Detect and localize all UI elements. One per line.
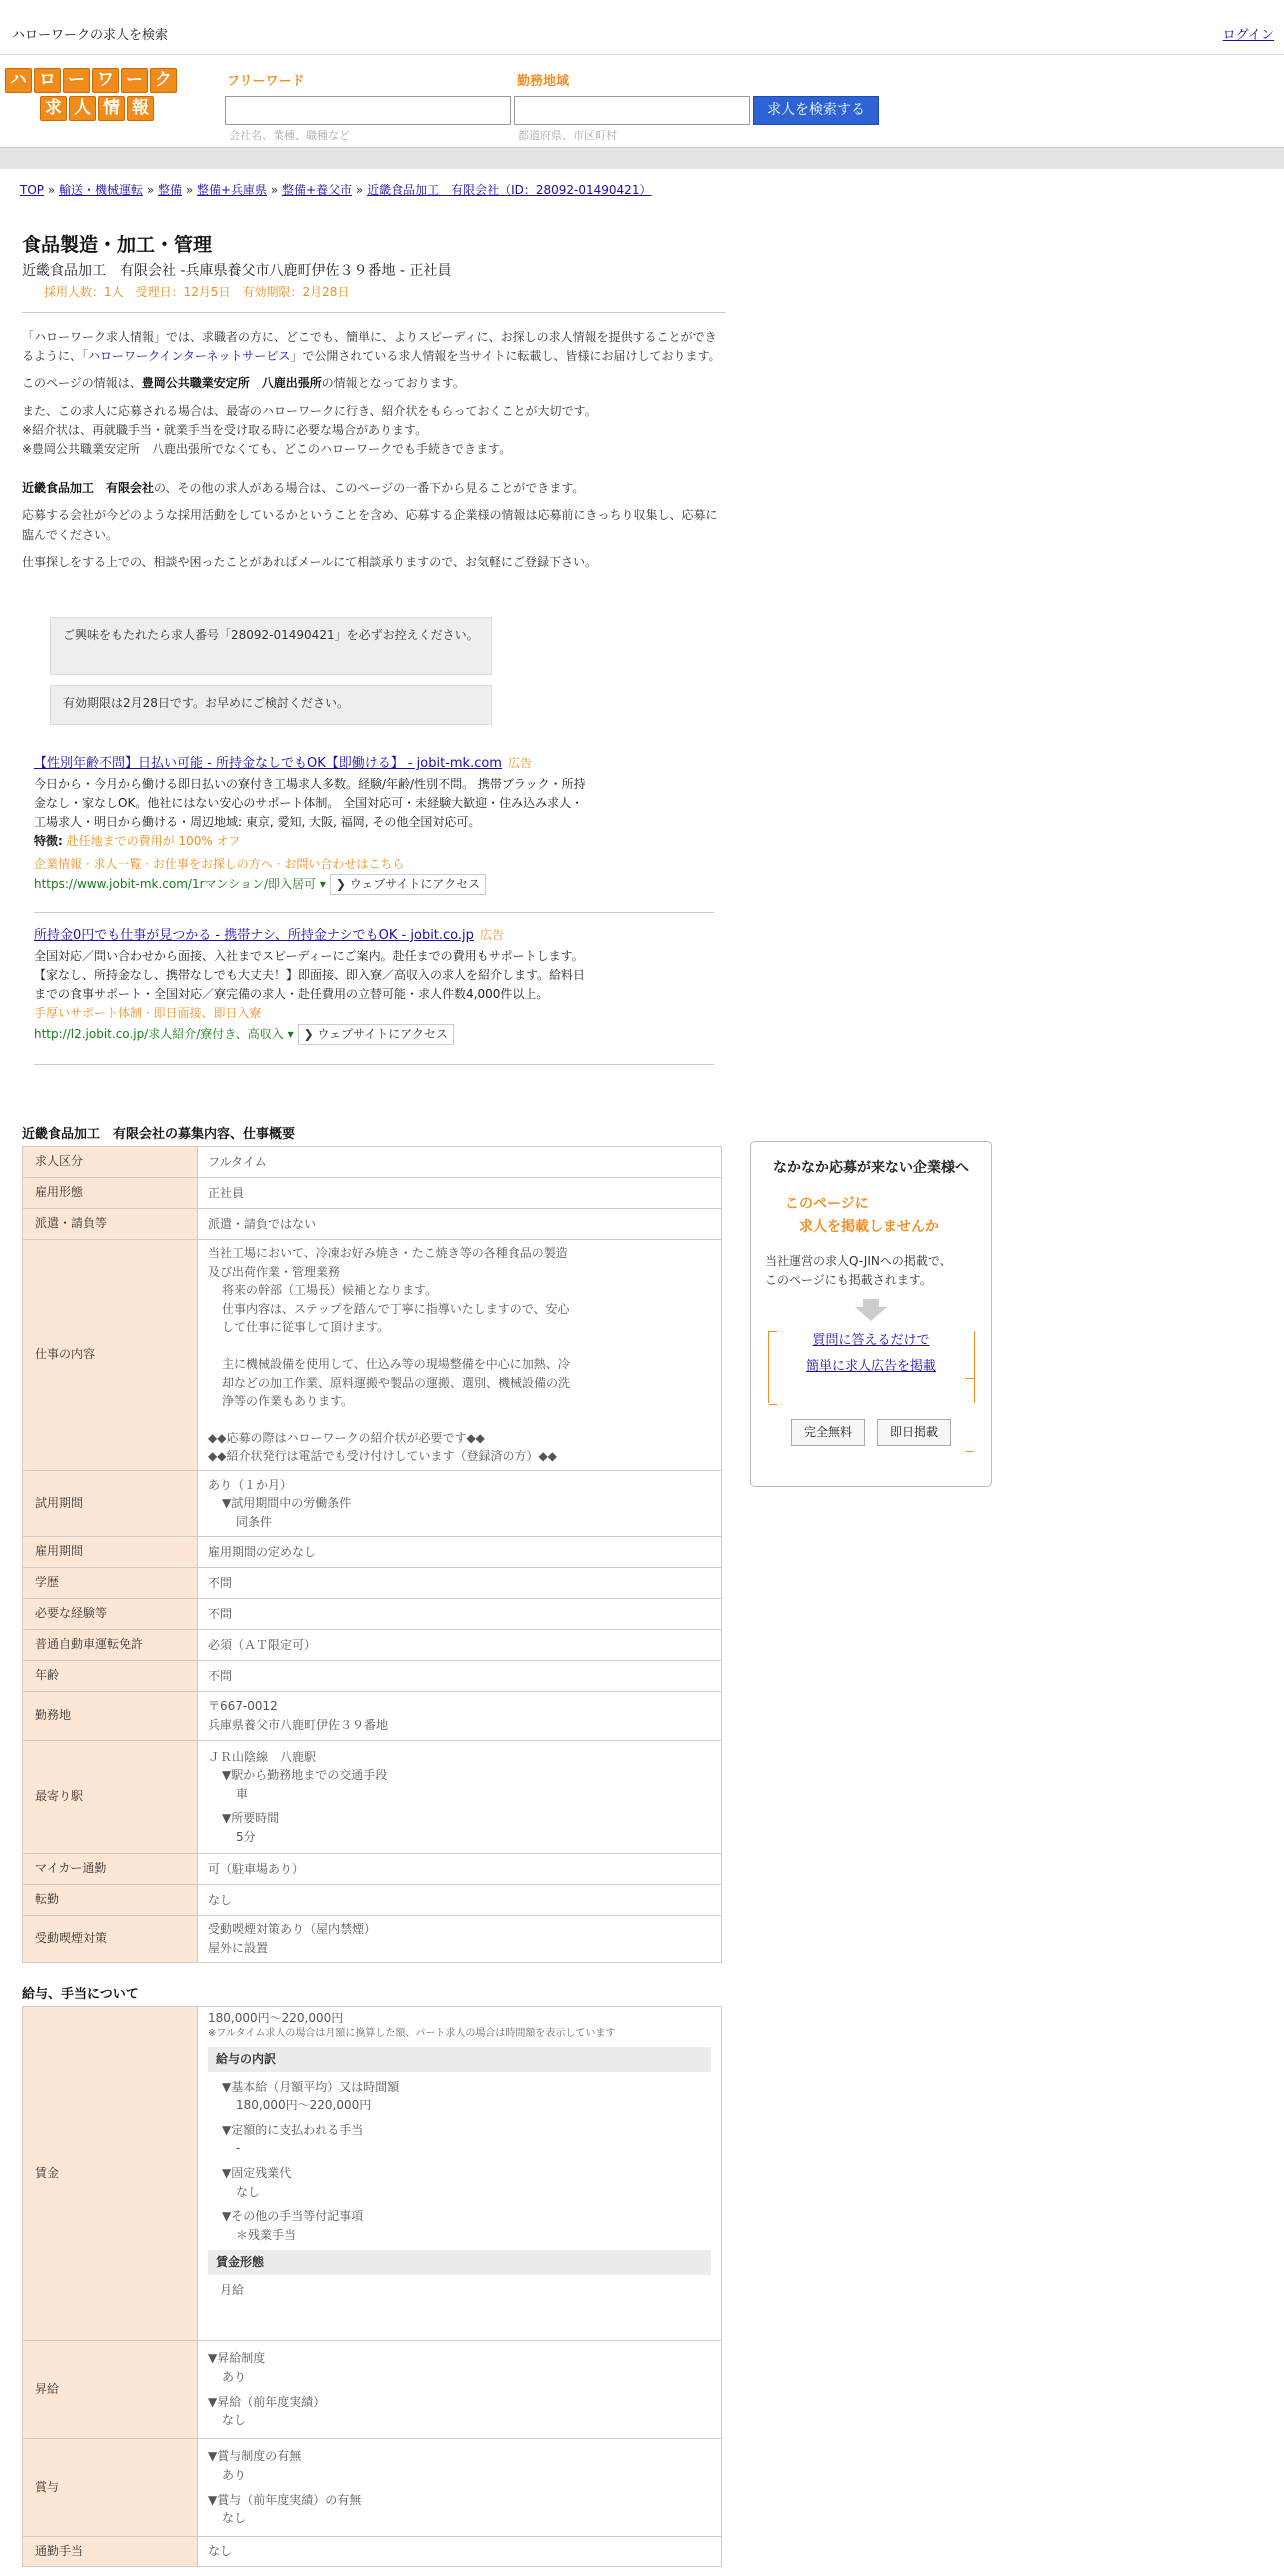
row-key: 年齢 <box>23 1661 198 1692</box>
ad-divider <box>34 912 714 913</box>
wage-form-value: 月給 <box>220 2283 245 2298</box>
logo-char: 人 <box>69 96 96 121</box>
intro-p1 <box>22 328 722 366</box>
freeword-label: フリーワード <box>227 74 305 89</box>
logo-row-2 <box>5 96 181 121</box>
row-key: 雇用形態 <box>23 1178 198 1209</box>
wage-item-value: - <box>236 2141 241 2156</box>
promo-offer-2: 求人を掲載しませんか <box>799 1218 939 1235</box>
intro-p4 <box>22 479 722 498</box>
intro-p1-b: 」で公開されている求人情報を当サイトに転載し、皆様にお届けしております。 <box>290 349 721 364</box>
row-value <box>198 1240 722 1471</box>
row-line: あり <box>222 2369 247 2384</box>
ad-url[interactable]: http://l2.jobit.co.jp/求人紹介/寮付き、高収入 ▾ <box>34 1026 294 1041</box>
ad-feature <box>34 832 714 851</box>
row-line: ＪＲ山陰線 八鹿駅 <box>208 1749 317 1764</box>
area-hint: 都道府県、市区町村 <box>518 129 617 142</box>
row-value: なし <box>198 2537 722 2567</box>
hellowork-internet-link[interactable]: ハローワークインターネットサービス <box>88 349 291 364</box>
wage-breakdown-heading: 給与の内訳 <box>208 2047 711 2072</box>
divider <box>22 312 725 313</box>
ad-tag: 広告 <box>507 756 532 770</box>
same-day-button[interactable]: 即日掲載 <box>877 1419 951 1446</box>
row-key: 賃金 <box>23 2007 198 2341</box>
intro-p3-2: ※紹介状は、再就職手当・就業手当を受け取る時に必要な場合があります。 <box>22 422 428 437</box>
breadcrumb-sep: » <box>352 183 368 197</box>
logo-char: ー <box>63 68 90 93</box>
table-row <box>23 2007 722 2341</box>
intro-p4-b: の、その他の求人がある場合は、このページの一番下から見ることができます。 <box>154 481 585 496</box>
row-value <box>198 2439 722 2537</box>
table-row <box>23 1568 722 1599</box>
logo-char: 情 <box>98 96 125 121</box>
intro-p1-a: 「ハローワーク求人情報」では、求職者の方に、どこでも、簡単に、よりスピーディに、お探しの求人情報を提供することができるように、「 <box>22 330 717 364</box>
row-value: 不問 <box>198 1568 722 1599</box>
breadcrumb-sep: » <box>143 183 158 197</box>
table-row <box>23 2341 722 2439</box>
visit-website-button[interactable]: ❯ ウェブサイトにアクセス <box>330 874 486 895</box>
intro-p2 <box>22 374 722 393</box>
table-row <box>23 1178 722 1209</box>
ad-sitelinks[interactable]: 手厚いサポート体制 · 即日面接、即日入寮 <box>34 1006 262 1021</box>
job-description-line: 仕事内容は、ステップを踏んで丁寧に指導いたしますので、安心 <box>222 1301 570 1316</box>
breadcrumb <box>20 181 651 200</box>
row-line: 車 <box>236 1786 249 1801</box>
logo-row-1 <box>5 68 181 93</box>
hellowork-logo[interactable] <box>5 68 181 124</box>
row-key: 仕事の内容 <box>23 1240 198 1471</box>
ad-body-line: 工場求人・明日から働ける・周辺地域: 東京, 愛知, 大阪, 福岡, その他全国対応可。 <box>34 815 481 830</box>
breadcrumb-company[interactable]: 近畿食品加工 有限会社（ID：28092-01490421） <box>367 183 652 197</box>
job-description-line: ◆◆紹介状発行は電話でも受け付けしています（登録済の方）◆◆ <box>208 1449 557 1464</box>
ad-block-2 <box>34 926 714 1045</box>
logo-char: 求 <box>40 96 67 121</box>
ad-body-line: 今日から・今月から働ける即日払いの寮付き工場求人多数。経験/年齢/性別不問。 携帯ブラック・所持 <box>34 776 586 791</box>
row-value <box>198 1692 722 1741</box>
logo-char: ハ <box>5 68 32 93</box>
breadcrumb-job[interactable]: 整備 <box>158 183 183 197</box>
job-description-line: 及び出荷作業・管理業務 <box>208 1264 341 1279</box>
row-line: あり（１か月） <box>208 1477 293 1492</box>
login-link[interactable]: ログイン <box>1222 28 1274 43</box>
area-input[interactable] <box>514 96 750 125</box>
row-key: 昇給 <box>23 2341 198 2439</box>
deadline-notice: 有効期限は2月28日です。お早めにご検討ください。 <box>50 685 492 725</box>
intro-p3-3: ※豊岡公共職業安定所 八鹿出張所でなくても、どこのハローワークでも手続きできます。 <box>22 441 512 456</box>
ad-body <box>34 775 714 833</box>
logo-char: ロ <box>34 68 61 93</box>
ad-feature-label: 特徴: <box>34 834 63 849</box>
table-row <box>23 1692 722 1741</box>
area-label: 勤務地域 <box>517 74 570 89</box>
row-value <box>198 1916 722 1963</box>
search-button[interactable]: 求人を検索する <box>753 96 879 125</box>
row-value <box>198 2007 722 2341</box>
breadcrumb-sep: » <box>182 183 197 197</box>
row-value: 正社員 <box>198 1178 722 1209</box>
row-value <box>198 1741 722 1854</box>
row-line: ▼駅から勤務地までの交通手段 <box>222 1768 388 1783</box>
row-line: 兵庫県養父市八鹿町伊佐３９番地 <box>208 1718 389 1732</box>
recruit-table <box>22 1146 722 1963</box>
row-key: 受動喫煙対策 <box>23 1916 198 1963</box>
job-description-line: ◆◆応募の際はハローワークの紹介状が必要です◆◆ <box>208 1430 485 1445</box>
row-value: 不問 <box>198 1661 722 1692</box>
job-title: 食品製造・加工・管理 <box>22 234 213 256</box>
table-row <box>23 1537 722 1568</box>
job-description-line: 主に機械設備を使用して、仕込み等の現場整備を中心に加熱、冷 <box>222 1357 570 1371</box>
wage-item-label: ▼その他の手当等付記事項 <box>222 2209 364 2224</box>
wage-item-value: なし <box>236 2184 261 2199</box>
promo-link-questions[interactable]: 質問に答えるだけで <box>812 1332 930 1348</box>
breadcrumb-prefecture[interactable]: 整備+兵庫県 <box>197 183 268 197</box>
down-arrow-icon <box>855 1307 887 1321</box>
table-row <box>23 1661 722 1692</box>
job-number-notice: ご興味をもたれたら求人番号「28092-01490421」を必ずお控えください。 <box>50 617 492 675</box>
intro-p3 <box>22 402 722 460</box>
intro-p6: 仕事探しをする上での、相談や困ったことがあればメールにて相談承りますので、お気軽にご登録下さい。 <box>22 554 598 569</box>
job-summary: 採用人数：1人 受理日：12月5日 有効期限：2月28日 <box>44 284 350 299</box>
row-line: あり <box>222 2467 247 2482</box>
breadcrumb-top[interactable]: TOP <box>20 183 45 197</box>
row-value: 可（駐車場あり） <box>198 1854 722 1885</box>
promo-desc-1: 当社運営の求人Q-JINへの掲載で、 <box>765 1254 952 1269</box>
promo-buttons <box>751 1419 991 1446</box>
table-row <box>23 2537 722 2567</box>
row-value: 派遣・請負ではない <box>198 1209 722 1240</box>
table-row <box>23 1885 722 1916</box>
breadcrumb-sep: » <box>267 183 283 197</box>
row-key: 派遣・請負等 <box>23 1209 198 1240</box>
row-line: 受動喫煙対策あり（屋内禁煙） <box>208 1922 377 1937</box>
site-title: ハローワークの求人を検索 <box>12 28 169 43</box>
breadcrumb-sep: » <box>44 183 59 197</box>
row-value: 必須（ＡＴ限定可） <box>198 1630 722 1661</box>
ad-body-line: 金なし・家なしOK。他社にはない安心のサポート体制。 全国対応可・未経験大歓迎・住み込み求人・ <box>34 795 584 810</box>
ad-body <box>34 947 714 1005</box>
row-line: なし <box>222 2511 247 2526</box>
table-row <box>23 1471 722 1537</box>
row-key: 求人区分 <box>23 1147 198 1178</box>
intro-p2-a: このページの情報は、 <box>22 376 142 391</box>
logo-char: ワ <box>92 68 119 93</box>
table-row <box>23 1741 722 1854</box>
job-description-line: 将来の幹部（工場長）候補となります。 <box>222 1283 438 1298</box>
ad-url[interactable]: https://www.jobit-mk.com/1rマンション/即入居可 ▾ <box>34 876 326 891</box>
promo-heading: なかなか応募が来ない企業様へ <box>773 1160 969 1176</box>
job-heading <box>22 230 722 302</box>
table-row <box>23 1599 722 1630</box>
logo-char: ク <box>150 68 177 93</box>
recruit-section-title: 近畿食品加工 有限会社の募集内容、仕事概要 <box>22 1127 296 1142</box>
intro-p5: 応募する会社が今どのような採用活動をしているかということを含め、応募する企業様の情報は応募前にきっちり収集し、応募に臨んでください。 <box>22 508 718 542</box>
company-name: 近畿食品加工 有限会社 <box>22 481 155 496</box>
row-key: 勤務地 <box>23 1692 198 1741</box>
table-row <box>23 1209 722 1240</box>
ad-body-line: 【家なし、所持金なし、携帯なしでも大丈夫！】即面接、即入寮／高収入の求人を紹介します。給料日 <box>34 967 586 982</box>
promo-offer-1: このページに <box>785 1196 869 1213</box>
row-key: 通勤手当 <box>23 2537 198 2567</box>
row-line: 同条件 <box>236 1514 273 1529</box>
intro-p2-c: の情報となっております。 <box>321 376 465 391</box>
row-line: なし <box>222 2413 247 2428</box>
row-line: ▼所要時間 <box>222 1811 280 1826</box>
company-line: 近畿食品加工 有限会社 -兵庫県養父市八鹿町伊佐３９番地 - 正社員 <box>22 263 452 280</box>
table-row <box>23 1854 722 1885</box>
job-description-line: 浄等の作業もあります。 <box>222 1394 354 1409</box>
wage-form-heading: 賃金形態 <box>208 2250 711 2275</box>
row-line: ▼昇給（前年度実績） <box>208 2394 326 2409</box>
salary-section-title: 給与、手当について <box>22 1987 139 2002</box>
row-line: 5分 <box>236 1829 256 1844</box>
table-row <box>23 1630 722 1661</box>
ad-tag: 広告 <box>479 928 504 942</box>
row-key: 試用期間 <box>23 1471 198 1537</box>
breadcrumb-city[interactable]: 整備+養父市 <box>282 183 353 197</box>
table-row <box>23 1916 722 1963</box>
wage-item-label: ▼固定残業代 <box>222 2166 292 2181</box>
row-value <box>198 2341 722 2439</box>
freeword-hint: 会社名、業種、職種など <box>229 129 350 142</box>
down-arrow-icon <box>863 1299 879 1307</box>
row-value: フルタイム <box>198 1147 722 1178</box>
top-bar <box>0 0 1284 55</box>
job-description-line: して仕事に従事して頂けます。 <box>222 1320 390 1335</box>
office-name: 豊岡公共職業安定所 八鹿出張所 <box>141 376 322 391</box>
row-key: 賞与 <box>23 2439 198 2537</box>
table-row <box>23 2439 722 2537</box>
header-band <box>0 147 1284 169</box>
wage-item-value: 180,000円〜220,000円 <box>236 2098 372 2113</box>
ad-title[interactable]: 【性別年齢不問】日払い可能 - 所持金なしでもOK【即働ける】 - jobit-mk.com <box>34 756 502 771</box>
ad-block-1 <box>34 754 714 895</box>
row-key: 普通自動車運転免許 <box>23 1630 198 1661</box>
row-value: 雇用期間の定めなし <box>198 1537 722 1568</box>
row-key: 転勤 <box>23 1885 198 1916</box>
logo-char: 報 <box>127 96 154 121</box>
promo-link-post-ad[interactable]: 簡単に求人広告を掲載 <box>805 1359 936 1375</box>
salary-table <box>22 2006 722 2567</box>
logo-char: ー <box>121 68 148 93</box>
row-line: 屋外に設置 <box>208 1941 269 1955</box>
intro-text <box>22 328 722 572</box>
row-line: ▼賞与制度の有無 <box>208 2449 302 2464</box>
job-description-line: 却などの加工作業、原料運搬や製品の運搬、選別、機械設備の洗 <box>222 1375 571 1390</box>
row-key: 最寄り駅 <box>23 1741 198 1854</box>
row-line: ▼賞与（前年度実績）の有無 <box>208 2492 362 2507</box>
ad-body-line: までの食事サポート・全国対応／寮完備の求人・赴任費用の立替可能・求人件数4,000件以上。 <box>34 987 549 1002</box>
ad-body-line: 全国対応／問い合わせから面接、入社までスピーディーにご案内。赴任までの費用もサポートします。 <box>34 948 584 963</box>
job-description-line: 当社工場において、冷凍お好み焼き・たこ焼き等の各種食品の製造 <box>208 1246 568 1261</box>
wage-note: ※フルタイム求人の場合は月額に換算した額、パート求人の場合は時間額を表示しています <box>208 2027 616 2039</box>
row-key: 雇用期間 <box>23 1537 198 1568</box>
ad-title[interactable]: 所持金0円でも仕事が見つかる - 携帯ナシ、所持金ナシでもOK - jobit.co.jp <box>34 928 474 943</box>
breadcrumb-category[interactable]: 輸送・機械運転 <box>59 183 144 197</box>
freeword-input[interactable] <box>225 96 511 125</box>
row-line: ▼昇給制度 <box>208 2351 266 2366</box>
wage-range: 180,000円〜220,000円 <box>208 2011 344 2025</box>
row-line: ▼試用期間中の労働条件 <box>222 1496 352 1511</box>
row-value: 不問 <box>198 1599 722 1630</box>
row-value <box>198 1471 722 1537</box>
promo-desc-2: このページにも掲載されます。 <box>765 1273 932 1288</box>
wage-item-value: ＊残業手当 <box>236 2227 297 2242</box>
table-row <box>23 1240 722 1471</box>
free-button[interactable]: 完全無料 <box>791 1419 865 1446</box>
promo-links <box>768 1331 975 1403</box>
visit-website-button[interactable]: ❯ ウェブサイトにアクセス <box>298 1024 454 1045</box>
wage-item-label: ▼定額的に支払われる手当 <box>222 2122 364 2137</box>
wage-item-label: ▼基本給（月額平均）又は時間額 <box>222 2079 400 2094</box>
ad-feature-text: 赴任地までの費用が 100% オフ <box>66 834 241 849</box>
row-key: 必要な経験等 <box>23 1599 198 1630</box>
ad-sitelinks[interactable]: 企業情報 · 求人一覧 · お仕事をお探しの方へ · お問い合わせはこちら <box>34 856 405 871</box>
intro-p3-1: また、この求人に応募される場合は、最寄のハローワークに行き、紹介状をもらっておくことが大切です。 <box>22 403 597 418</box>
row-key: マイカー通勤 <box>23 1854 198 1885</box>
table-row <box>23 1147 722 1178</box>
row-line: 〒667-0012 <box>208 1699 278 1714</box>
employer-promo-panel <box>750 1141 992 1487</box>
row-key: 学歴 <box>23 1568 198 1599</box>
ad-divider <box>34 1064 714 1065</box>
row-value: なし <box>198 1885 722 1916</box>
